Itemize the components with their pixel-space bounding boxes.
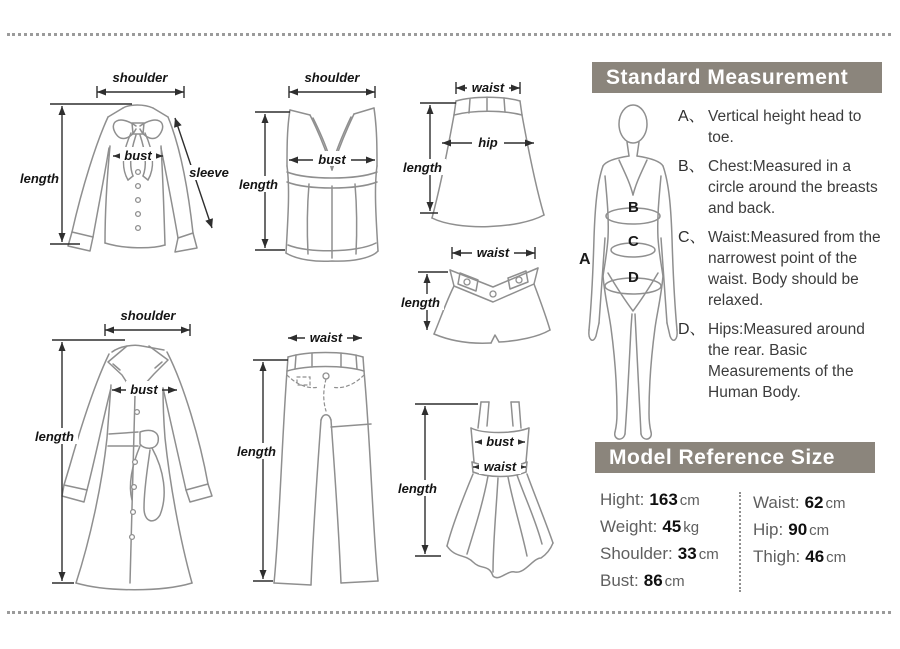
- stat-value: 33: [677, 544, 697, 563]
- blouse-sleeve-label: sleeve: [189, 165, 229, 180]
- coat-length-label: length: [35, 429, 74, 444]
- stat-unit: kg: [683, 519, 700, 536]
- shorts-length-label: length: [401, 295, 440, 310]
- measurement-instructions: [678, 106, 890, 411]
- stat-unit: cm: [825, 495, 846, 512]
- coat-shoulder-label: shoulder: [120, 308, 176, 323]
- stat-label: Shoulder:: [600, 544, 673, 563]
- instruction-text: Hips:Measured around the rear. Basic Measurements of the Human Body.: [708, 321, 865, 401]
- stat-value: 163: [649, 490, 678, 509]
- stat-value: 90: [788, 520, 808, 539]
- stat-unit: cm: [698, 546, 719, 563]
- tank-bust-label: bust: [318, 152, 346, 167]
- body-bust-letter: B: [628, 199, 639, 216]
- body-hip-letter: D: [628, 269, 639, 286]
- stat-shoulder: [600, 540, 719, 567]
- blouse-measurement-diagram: [12, 68, 242, 283]
- dress-waist-label: waist: [483, 459, 517, 474]
- coat-measurement-diagram: [12, 300, 240, 598]
- stat-height: [600, 486, 719, 513]
- stat-value: 62: [804, 493, 824, 512]
- pants-measurement-diagram: [233, 315, 405, 597]
- coat-bust-label: bust: [130, 382, 158, 397]
- shorts-waist-label: waist: [476, 245, 510, 260]
- stat-value: 46: [805, 547, 825, 566]
- blouse-shoulder-label: shoulder: [112, 70, 168, 85]
- instruction-letter: B、: [678, 158, 705, 175]
- stat-unit: cm: [809, 522, 830, 539]
- tank-top-measurement-diagram: [237, 68, 407, 283]
- instruction-item-d: [678, 319, 890, 403]
- stat-unit: cm: [679, 492, 700, 509]
- model-stats-left: [600, 486, 719, 594]
- instruction-text: Waist:Measured from the narrowest point of the waist. Body should be relaxed.: [708, 229, 881, 309]
- stat-label: Hight:: [600, 490, 645, 509]
- model-stats-right: [753, 489, 846, 570]
- dress-bust-label: bust: [486, 434, 514, 449]
- blouse-bust-label: bust: [124, 148, 152, 163]
- skirt-length-label: length: [403, 160, 442, 175]
- instruction-text: Vertical height head to toe.: [708, 108, 862, 146]
- instruction-item-a: [678, 106, 890, 148]
- body-figure-diagram: [575, 98, 690, 443]
- body-waist-letter: C: [628, 233, 639, 250]
- stats-divider: [739, 492, 741, 592]
- skirt-measurement-diagram: [398, 63, 576, 243]
- top-dotted-border: [7, 33, 891, 36]
- body-height-letter: A: [579, 251, 591, 268]
- instruction-letter: A、: [678, 108, 705, 125]
- tank-shoulder-label: shoulder: [304, 70, 360, 85]
- standard-measurement-header: Standard Measurement: [592, 62, 882, 93]
- dress-length-label: length: [398, 481, 437, 496]
- stat-waist: [753, 489, 846, 516]
- stat-label: Thigh:: [753, 547, 801, 566]
- instruction-item-c: [678, 227, 890, 311]
- instruction-text: Chest:Measured in a circle around the breasts and back.: [708, 158, 878, 217]
- instruction-letter: D、: [678, 321, 706, 338]
- instruction-letter: C、: [678, 229, 706, 246]
- skirt-waist-label: waist: [471, 80, 505, 95]
- bottom-dotted-border: [7, 611, 891, 614]
- stat-unit: cm: [826, 549, 847, 566]
- stat-hip: [753, 516, 846, 543]
- model-reference-header: Model Reference Size: [595, 442, 875, 473]
- stat-label: Waist:: [753, 493, 800, 512]
- instruction-item-b: [678, 156, 890, 219]
- stat-thigh: [753, 543, 846, 570]
- stat-label: Hip:: [753, 520, 784, 539]
- pants-waist-label: waist: [309, 330, 343, 345]
- stat-weight: [600, 513, 719, 540]
- stat-value: 86: [643, 571, 663, 590]
- pants-length-label: length: [237, 444, 276, 459]
- tank-length-label: length: [239, 177, 278, 192]
- stat-label: Weight:: [600, 517, 658, 536]
- shorts-measurement-diagram: [398, 242, 576, 360]
- skirt-hip-label: hip: [478, 135, 498, 150]
- stat-bust: [600, 567, 719, 594]
- stat-unit: cm: [664, 573, 685, 590]
- dress-measurement-diagram: [393, 388, 578, 598]
- stat-label: Bust:: [600, 571, 639, 590]
- stat-value: 45: [662, 517, 682, 536]
- blouse-length-label: length: [20, 171, 59, 186]
